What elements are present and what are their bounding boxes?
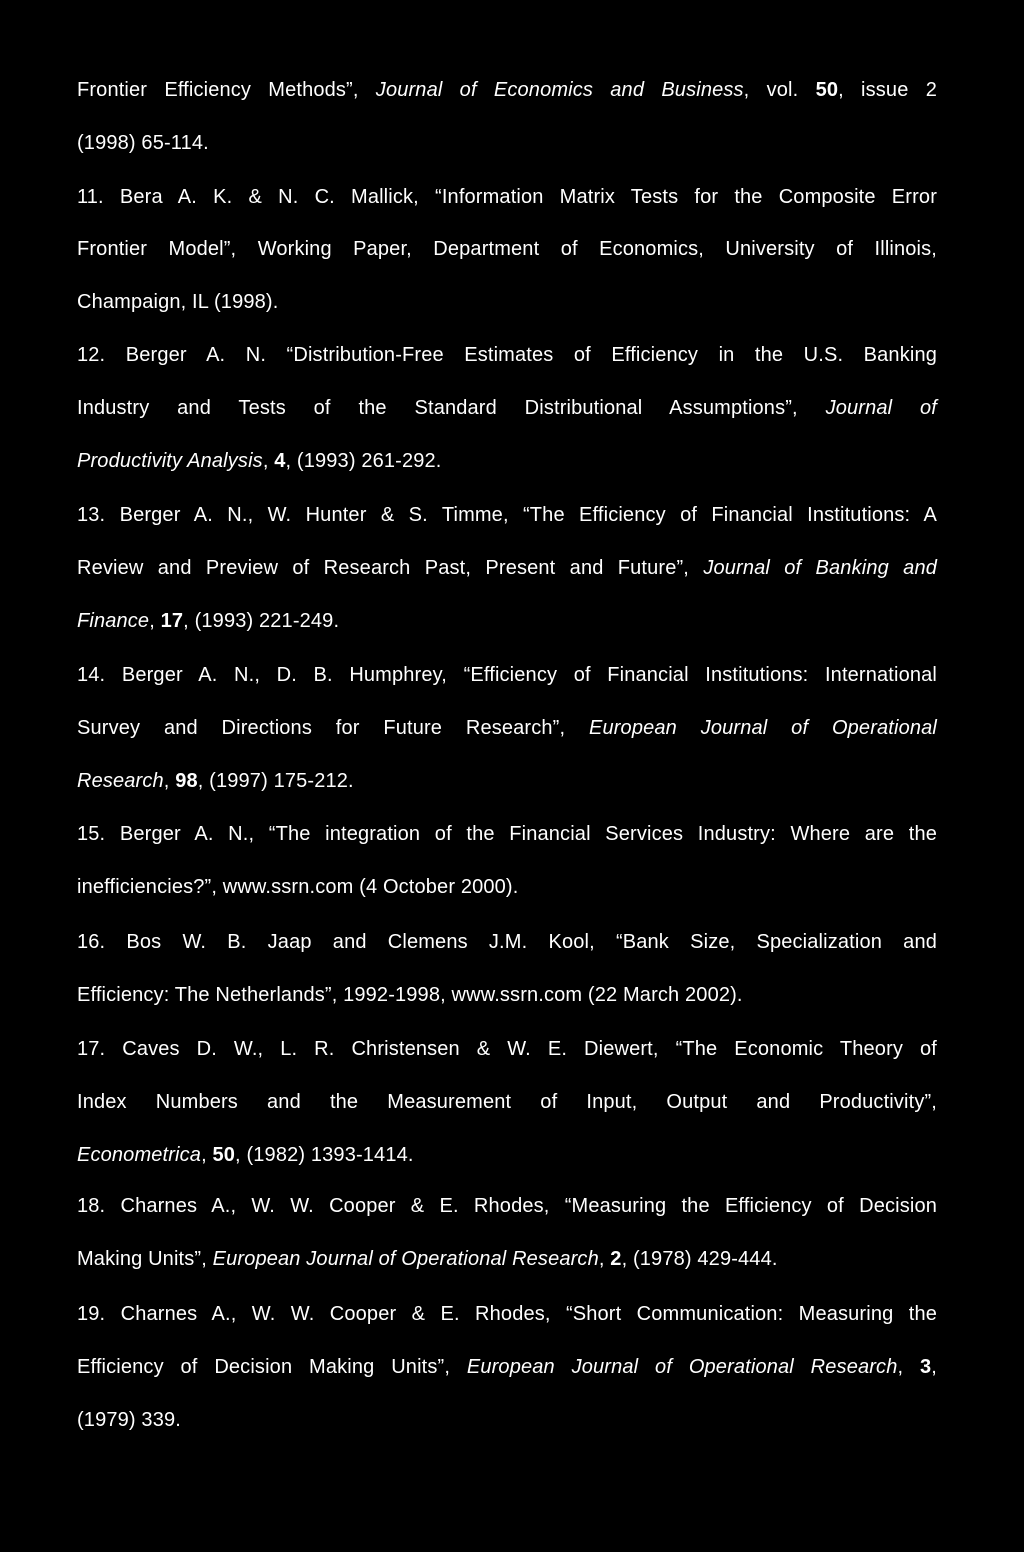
reference-line: [77, 1090, 937, 1114]
reference-text: Frontier Efficiency Methods”,: [77, 79, 376, 101]
reference-text: , (1978) 429-444.: [621, 1248, 778, 1270]
reference-line: [77, 1037, 937, 1061]
reference-line: [77, 609, 937, 633]
reference-text: Champaign, IL (1998).: [77, 291, 279, 313]
reference-text: 14. Berger A. N., D. B. Humphrey, “Efficiency of Financial Institutions: International: [77, 664, 937, 686]
reference-text: 15. Berger A. N., “The integration of the Financial Services Industry: Where are the: [77, 823, 937, 845]
reference-text: Index Numbers and the Measurement of Input, Output and Productivity”,: [77, 1091, 937, 1113]
reference-line: [77, 875, 937, 899]
reference-line: [77, 396, 937, 420]
reference-line: [77, 449, 937, 473]
reference-text: Efficiency: The Netherlands”, 1992-1998, www.ssrn.com (22 March 2002).: [77, 984, 743, 1006]
reference-line: [77, 1194, 937, 1218]
reference-text: 11. Bera A. K. & N. C. Mallick, “Information Matrix Tests for the Composite Error: [77, 186, 937, 208]
reference-line: [77, 1408, 937, 1432]
reference-text: Survey and Directions for Future Research”,: [77, 717, 589, 739]
reference-text: , (1997) 175-212.: [197, 770, 354, 792]
reference-text: ,: [598, 1248, 611, 1270]
journal-title: Journal of: [825, 397, 937, 419]
volume-number: 50: [815, 79, 839, 101]
reference-text: 19. Charnes A., W. W. Cooper & E. Rhodes, “Short Communication: Measuring the: [77, 1303, 937, 1325]
journal-title: Productivity Analysis: [77, 450, 263, 472]
journal-title: Journal of Banking and: [703, 557, 937, 579]
reference-text: 16. Bos W. B. Jaap and Clemens J.M. Kool, “Bank Size, Specialization and: [77, 931, 937, 953]
journal-title: Finance: [77, 610, 150, 632]
reference-line: [77, 237, 937, 261]
journal-title: European Journal of Operational Research: [212, 1248, 599, 1270]
reference-text: , vol.: [743, 79, 816, 101]
reference-text: 13. Berger A. N., W. Hunter & S. Timme, “The Efficiency of Financial Institutions: A: [77, 504, 937, 526]
reference-line: [77, 822, 937, 846]
reference-line: [77, 78, 937, 102]
reference-line: [77, 983, 937, 1007]
reference-text: Review and Preview of Research Past, Present and Future”,: [77, 557, 704, 579]
reference-text: , (1993) 221-249.: [183, 610, 340, 632]
journal-title: Research: [77, 770, 164, 792]
reference-text: 18. Charnes A., W. W. Cooper & E. Rhodes, “Measuring the Efficiency of Decision: [77, 1195, 937, 1217]
reference-text: , (1982) 1393-1414.: [235, 1144, 414, 1166]
reference-text: ,: [897, 1356, 920, 1378]
reference-line: [77, 503, 937, 527]
reference-text: Frontier Model”, Working Paper, Department of Economics, University of Illinois,: [77, 238, 937, 260]
reference-line: [77, 1355, 937, 1379]
reference-text: , issue 2: [838, 79, 937, 101]
reference-text: ,: [931, 1356, 937, 1378]
reference-text: ,: [262, 450, 275, 472]
reference-text: ,: [201, 1144, 213, 1166]
reference-text: Industry and Tests of the Standard Distributional Assumptions”,: [77, 397, 826, 419]
reference-line: [77, 716, 937, 740]
volume-number: 3: [920, 1356, 932, 1378]
reference-line: [77, 1302, 937, 1326]
reference-text: Efficiency of Decision Making Units”,: [77, 1356, 467, 1378]
reference-text: Making Units”,: [77, 1248, 213, 1270]
reference-line: [77, 290, 937, 314]
reference-line: [77, 1247, 937, 1271]
reference-text: (1998) 65-114.: [77, 132, 209, 154]
reference-text: 12. Berger A. N. “Distribution-Free Estimates of Efficiency in the U.S. Banking: [77, 344, 937, 366]
reference-text: ,: [163, 770, 176, 792]
reference-line: [77, 1143, 937, 1167]
reference-line: [77, 343, 937, 367]
volume-number: 2: [610, 1248, 622, 1270]
reference-line: [77, 556, 937, 580]
reference-line: [77, 769, 937, 793]
volume-number: 17: [160, 610, 184, 632]
journal-title: Econometrica: [77, 1144, 202, 1166]
reference-text: inefficiencies?”, www.ssrn.com (4 October 2000).: [77, 876, 519, 898]
reference-text: , (1993) 261-292.: [285, 450, 442, 472]
reference-text: (1979) 339.: [77, 1409, 181, 1431]
volume-number: 4: [274, 450, 286, 472]
reference-line: [77, 930, 937, 954]
reference-line: [77, 185, 937, 209]
journal-title: European Journal of Operational: [588, 717, 937, 739]
journal-title: Journal of Economics and Business: [375, 79, 744, 101]
reference-text: 17. Caves D. W., L. R. Christensen & W. E. Diewert, “The Economic Theory of: [77, 1038, 937, 1060]
reference-text: ,: [149, 610, 161, 632]
journal-title: European Journal of Operational Research: [466, 1356, 898, 1378]
volume-number: 50: [212, 1144, 236, 1166]
reference-line: [77, 663, 937, 687]
reference-line: [77, 131, 937, 155]
volume-number: 98: [175, 770, 198, 792]
